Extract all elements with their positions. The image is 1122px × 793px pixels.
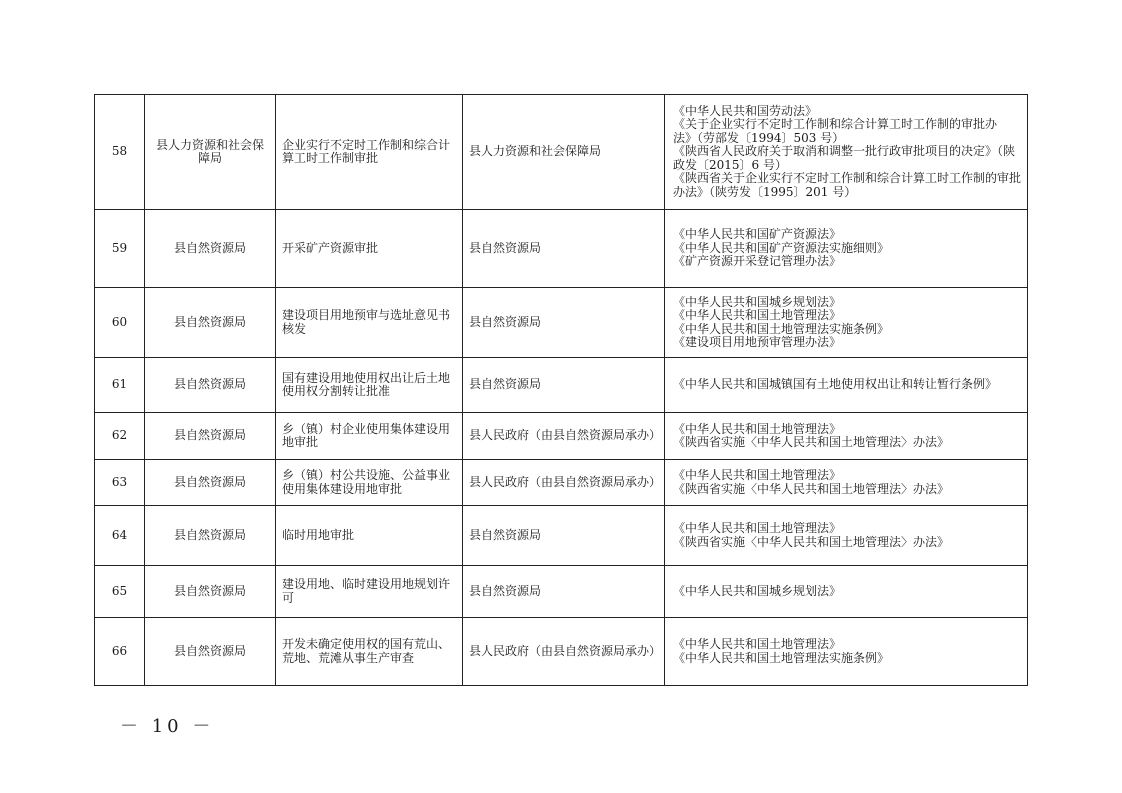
implementing-org-cell: 县自然资源局	[463, 288, 665, 358]
legal-basis-line: 《陕西省实施〈中华人民共和国土地管理法〉办法》	[673, 435, 950, 449]
legal-basis-cell	[665, 95, 1028, 210]
implementing-org-cell: 县自然资源局	[463, 566, 665, 618]
legal-basis-cell	[665, 210, 1028, 288]
legal-basis-line: 《中华人民共和国城乡规划法》	[673, 294, 842, 309]
legal-basis-line: 《陕西省实施〈中华人民共和国土地管理法〉办法》	[673, 534, 950, 549]
legal-basis-line: 《中华人民共和国矿产资源法》	[673, 227, 842, 242]
legal-basis-cell	[665, 358, 1028, 413]
legal-basis-line: 《关于企业实行不定时工作制和综合计算工时工作制的审批办法》（劳部发〔1994〕503 号）	[673, 117, 998, 145]
legal-basis-line: 《中华人民共和国土地管理法实施条例》	[673, 650, 890, 665]
implementing-org-cell: 县人民政府（由县自然资源局承办）	[463, 460, 665, 506]
approval-item-cell: 开发未确定使用权的国有荒山、荒地、荒滩从事生产审查	[276, 618, 463, 686]
page-number: － 10 －	[120, 716, 215, 737]
table-row	[95, 566, 1028, 618]
table-row	[95, 210, 1028, 288]
approval-item-cell: 乡（镇）村公共设施、公益事业使用集体建设用地审批	[276, 460, 463, 506]
approval-item-cell: 开采矿产资源审批	[276, 210, 463, 288]
row-number: 64	[95, 506, 145, 566]
legal-basis-line: 《中华人民共和国土地管理法》	[673, 468, 842, 482]
department-cell: 县自然资源局	[145, 460, 276, 506]
department-cell: 县自然资源局	[145, 288, 276, 358]
legal-basis-line: 《中华人民共和国劳动法》	[673, 103, 818, 118]
department-cell: 县自然资源局	[145, 358, 276, 413]
legal-basis-line: 《中华人民共和国土地管理法实施条例》	[673, 321, 890, 336]
implementing-org-cell: 县自然资源局	[463, 210, 665, 288]
row-number: 61	[95, 358, 145, 413]
legal-basis-line: 《建设项目用地预审管理办法》	[673, 335, 842, 349]
implementing-org-cell: 县人民政府（由县自然资源局承办）	[463, 413, 665, 460]
table-row	[95, 95, 1028, 210]
table-row	[95, 460, 1028, 506]
row-number: 58	[95, 95, 145, 210]
row-number: 60	[95, 288, 145, 358]
legal-basis-line: 《矿产资源开采登记管理办法》	[673, 254, 842, 269]
legal-basis-cell	[665, 506, 1028, 566]
legal-basis-line: 《陕西省关于企业实行不定时工作制和综合计算工时工作制的审批办法》（陕劳发〔1995〕201 号）	[673, 171, 1022, 199]
legal-basis-line: 《中华人民共和国城乡规划法》	[673, 583, 842, 598]
row-number: 63	[95, 460, 145, 506]
department-cell: 县自然资源局	[145, 210, 276, 288]
legal-basis-cell	[665, 618, 1028, 686]
table-row	[95, 413, 1028, 460]
legal-basis-cell	[665, 413, 1028, 460]
legal-basis-line: 《中华人民共和国城镇国有土地使用权出让和转让暂行条例》	[673, 377, 998, 392]
table-row	[95, 288, 1028, 358]
legal-basis-line: 《中华人民共和国土地管理法》	[673, 637, 842, 651]
legal-basis-line: 《中华人民共和国土地管理法》	[673, 308, 842, 322]
legal-basis-cell	[665, 460, 1028, 506]
implementing-org-cell: 县人力资源和社会保障局	[463, 95, 665, 210]
department-cell: 县自然资源局	[145, 566, 276, 618]
table-row	[95, 506, 1028, 566]
row-number: 59	[95, 210, 145, 288]
approval-item-cell: 临时用地审批	[276, 506, 463, 566]
legal-basis-line: 《陕西省实施〈中华人民共和国土地管理法〉办法》	[673, 481, 950, 496]
legal-basis-line: 《中华人民共和国土地管理法》	[673, 521, 842, 535]
legal-basis-cell	[665, 566, 1028, 618]
approval-items-table-wrapper	[94, 94, 1027, 686]
department-cell: 县人力资源和社会保障局	[145, 95, 276, 210]
approval-item-cell: 乡（镇）村企业使用集体建设用地审批	[276, 413, 463, 460]
implementing-org-cell: 县人民政府（由县自然资源局承办）	[463, 618, 665, 686]
department-cell: 县自然资源局	[145, 618, 276, 686]
approval-items-table	[94, 94, 1028, 686]
department-cell: 县自然资源局	[145, 413, 276, 460]
implementing-org-cell: 县自然资源局	[463, 358, 665, 413]
department-cell: 县自然资源局	[145, 506, 276, 566]
legal-basis-cell	[665, 288, 1028, 358]
approval-item-cell: 企业实行不定时工作制和综合计算工时工作制审批	[276, 95, 463, 210]
legal-basis-line: 《中华人民共和国矿产资源法实施细则》	[673, 240, 890, 255]
row-number: 66	[95, 618, 145, 686]
legal-basis-line: 《中华人民共和国土地管理法》	[673, 421, 842, 436]
approval-item-cell: 国有建设用地使用权出让后土地使用权分割转让批准	[276, 358, 463, 413]
table-row	[95, 618, 1028, 686]
row-number: 62	[95, 413, 145, 460]
implementing-org-cell: 县自然资源局	[463, 506, 665, 566]
legal-basis-line: 《陕西省人民政府关于取消和调整一批行政审批项目的决定》（陕政发〔2015〕6 号）	[673, 144, 1016, 172]
row-number: 65	[95, 566, 145, 618]
approval-item-cell: 建设项目用地预审与选址意见书核发	[276, 288, 463, 358]
approval-item-cell: 建设用地、临时建设用地规划许可	[276, 566, 463, 618]
table-row	[95, 358, 1028, 413]
